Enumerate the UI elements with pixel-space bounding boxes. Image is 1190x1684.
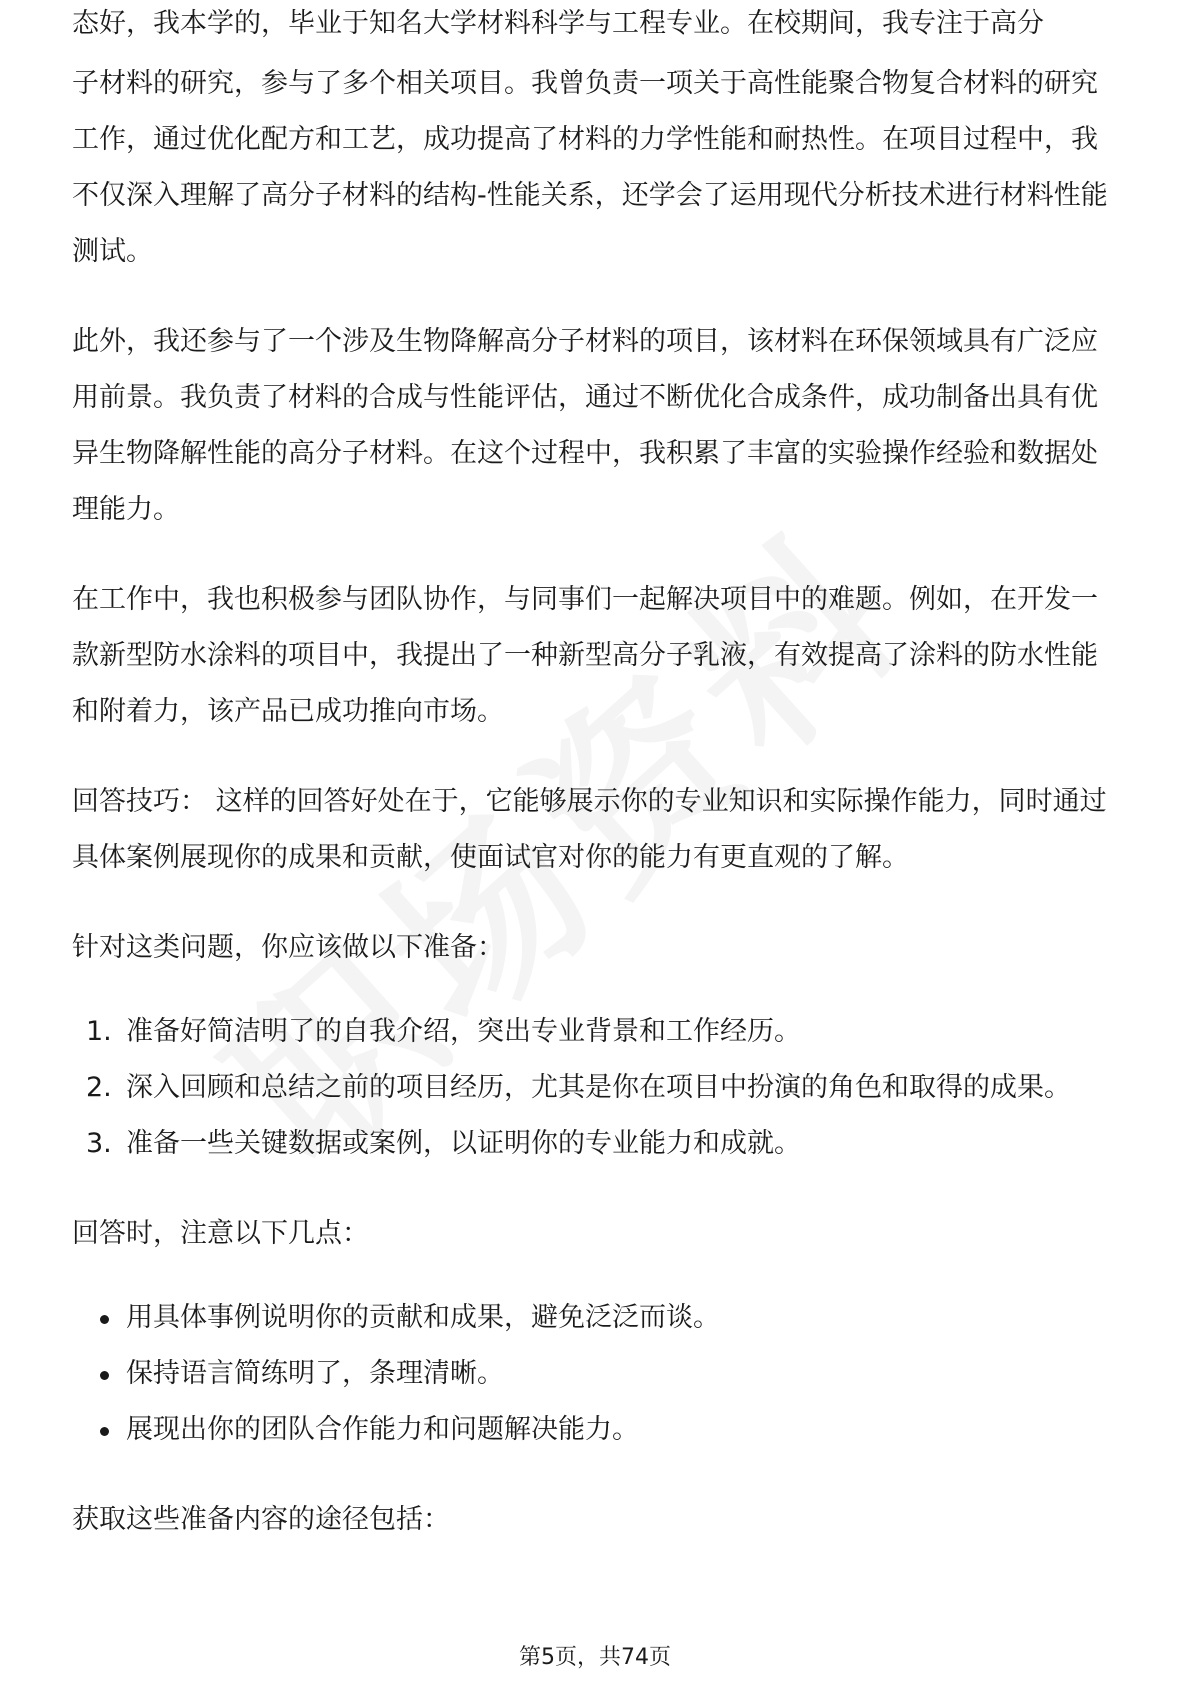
paragraph-teamwork: 在工作中，我也积极参与团队协作，与同事们一起解决项目中的难题。例如，在开发一款新型防水涂料的项目中，我提出了一种新型高分子乳液，有效提高了涂料的防水性能和附着力，该产品已成功推向市场。 [72,584,1098,727]
list-item: 保持语言简练明了，条理清晰。 [72,1346,1122,1402]
list-item: 3. 准备一些关键数据或案例，以证明你的专业能力和成就。 [86,1128,801,1159]
bullet-icon [100,1427,109,1436]
paragraph-answer-tips: 回答技巧： 这样的回答好处在于，它能够展示你的专业知识和实际操作能力，同时通过具体案例展现你的成果和贡献，使面试官对你的能力有更直观的了解。 [72,786,1107,873]
notes-heading: 回答时，注意以下几点： [72,1218,369,1249]
list-item: 用具体事例说明你的贡献和成果，避免泛泛而谈。 [72,1290,1122,1346]
list-item: 展现出你的团队合作能力和问题解决能力。 [72,1402,1122,1458]
document-body [72,8,1122,1582]
list-item: 2. 深入回顾和总结之前的项目经历，尤其是你在项目中扮演的角色和取得的成果。 [86,1072,1071,1103]
notes-list [72,1290,1122,1458]
preparation-heading: 针对这类问题，你应该做以下准备： [72,932,504,963]
preparation-list [72,1004,1122,1172]
list-item: 1. 准备好简洁明了的自我介绍，突出专业背景和工作经历。 [86,1016,801,1047]
paragraph-biodegradable-project: 此外，我还参与了一个涉及生物降解高分子材料的项目，该材料在环保领域具有广泛应用前景。我负责了材料的合成与性能评估，通过不断优化合成条件，成功制备出具有优异生物降解性能的高分子材料。在这个过程中，我积累了丰富的实验操作经验和数据处理能力。 [72,326,1098,525]
bullet-icon [100,1315,109,1324]
page-number: 第5页，共74页 [519,1645,671,1670]
paragraph-research-experience: 子材料的研究，参与了多个相关项目。我曾负责一项关于高性能聚合物复合材料的研究工作，通过优化配方和工艺，成功提高了材料的力学性能和耐热性。在项目过程中，我不仅深入理解了高分子材料的结构-性能关系，还学会了运用现代分析技术进行材料性能测试。 [72,68,1108,267]
sources-heading: 获取这些准备内容的途径包括： [72,1504,450,1535]
cut-off-top-line: 态好，我本学的，毕业于知名大学材料科学与工程专业。在校期间，我专注于高分 [72,8,1044,39]
bullet-icon [100,1371,109,1380]
